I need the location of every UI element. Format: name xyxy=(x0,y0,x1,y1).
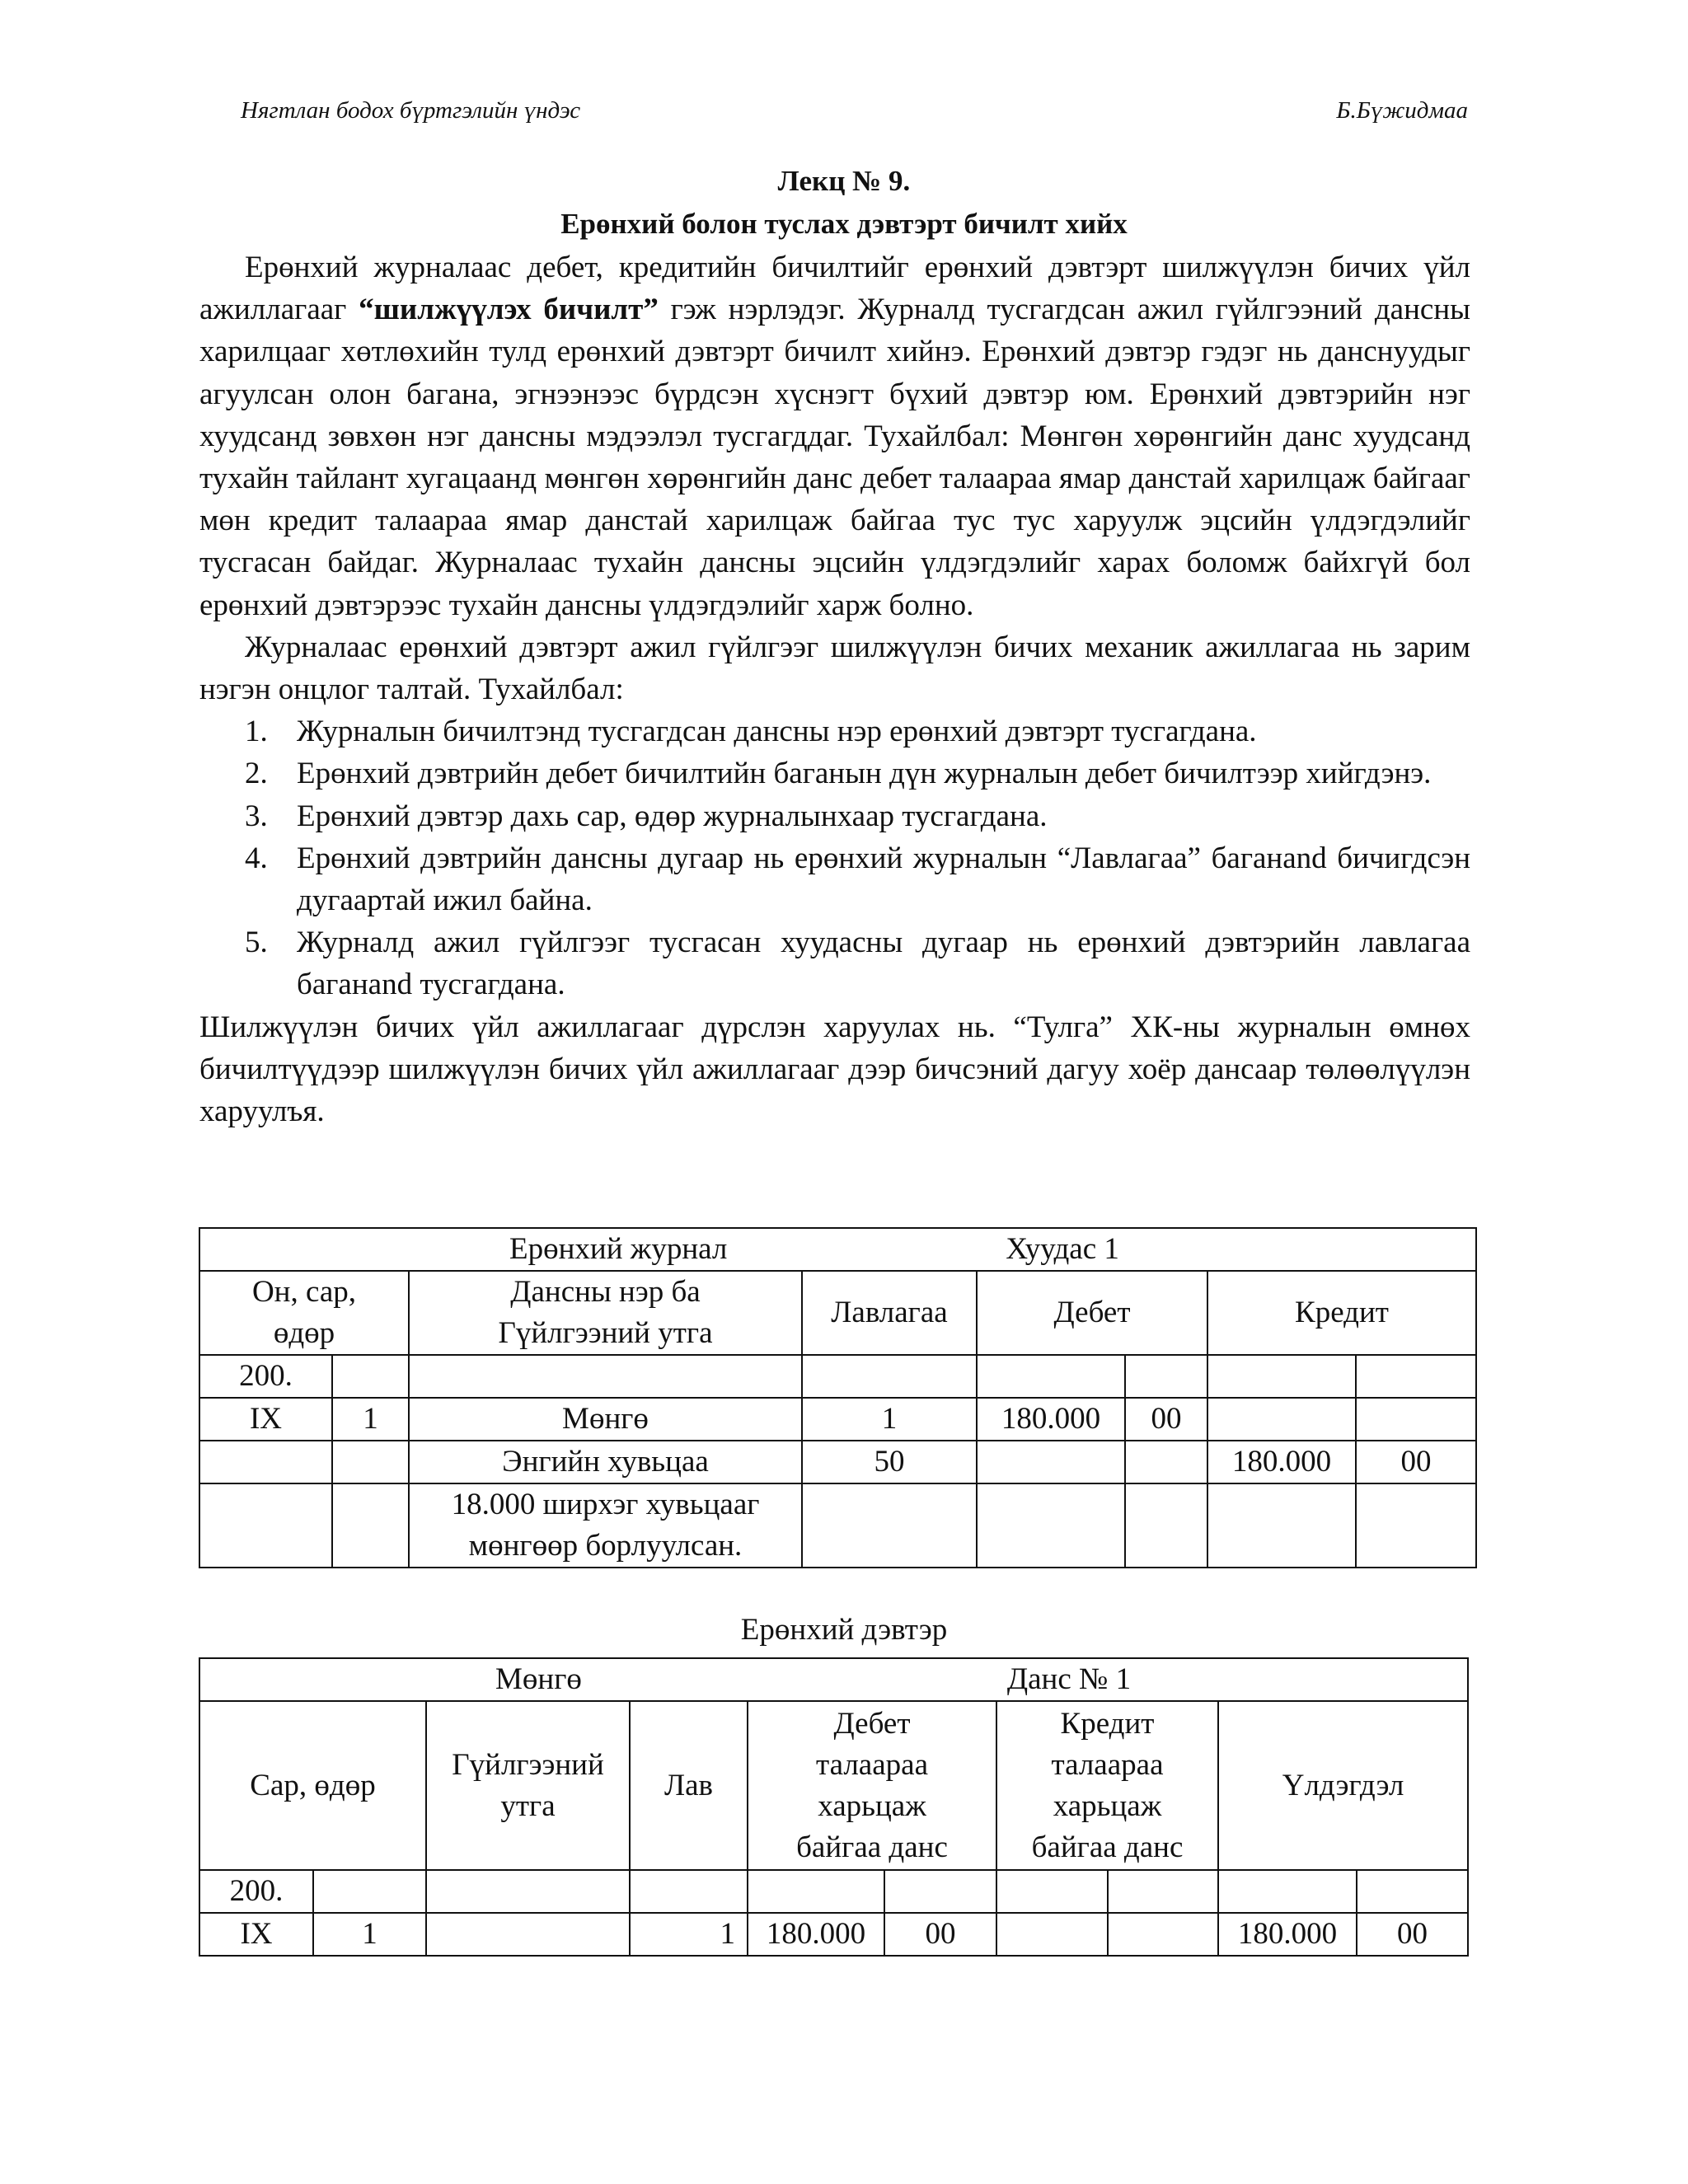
header-description-line1: Гүйлгээний xyxy=(452,1747,604,1782)
journal-title: Ерөнхий журнал xyxy=(509,1232,728,1266)
empty-cell xyxy=(977,1441,1125,1483)
header-date xyxy=(199,1271,409,1355)
ledger-caption: Ерөнхий дэвтэр xyxy=(740,1613,948,1647)
term-posting: “шилжүүлэх бичилт” xyxy=(359,293,659,327)
header-date: Сар, өдөр xyxy=(199,1701,426,1870)
paragraph-intro-part1: Ерөнхий журналаас дебет, кредитийн бичилтийг ерөнхий дэвтэрт шилжүүлэн бичих үйл ажиллагааг xyxy=(199,251,1470,327)
empty-cell xyxy=(1356,1398,1476,1441)
empty-cell xyxy=(1125,1441,1207,1483)
header-credit: Кредит xyxy=(1207,1271,1476,1355)
header-description-line2: утга xyxy=(500,1788,556,1823)
list-item-number: 4. xyxy=(245,841,268,875)
transaction-note-cell xyxy=(409,1483,802,1568)
header-debit: Дебет xyxy=(977,1271,1207,1355)
empty-cell xyxy=(426,1870,630,1913)
header-credit xyxy=(996,1701,1218,1870)
header-description-line2: Гүйлгээний утга xyxy=(498,1316,713,1350)
header-date-line2: өдөр xyxy=(273,1316,335,1350)
journal-page-number: Хуудас 1 xyxy=(1006,1232,1119,1266)
empty-cell xyxy=(409,1355,802,1398)
empty-cell xyxy=(748,1870,884,1913)
empty-cell xyxy=(1108,1913,1218,1956)
table-row xyxy=(199,1398,1476,1441)
ledger-account-number: Данс № 1 xyxy=(1006,1662,1132,1696)
empty-cell xyxy=(332,1355,409,1398)
empty-cell xyxy=(199,1441,332,1483)
empty-cell xyxy=(977,1355,1125,1398)
paragraph-features: Журналаас ерөнхий дэвтэрт ажил гүйлгээг шилжүүлэн бичих механик ажиллагаа нь зарим нэгэн онцлог талтай. Тухайлбал: xyxy=(199,630,1470,707)
empty-cell xyxy=(996,1870,1108,1913)
credit-cents-cell: 00 xyxy=(1356,1441,1476,1483)
balance-amount-cell: 180.000 xyxy=(1218,1913,1357,1956)
list-item-number: 2. xyxy=(245,757,268,791)
empty-cell xyxy=(313,1870,426,1913)
year-cell: 200. xyxy=(199,1355,332,1398)
debit-amount-cell: 180.000 xyxy=(748,1913,884,1956)
empty-cell xyxy=(977,1483,1125,1568)
empty-cell xyxy=(1207,1483,1356,1568)
table-row xyxy=(199,1483,1476,1568)
list-item-number: 3. xyxy=(245,799,268,833)
month-cell: IX xyxy=(199,1913,313,1956)
empty-cell xyxy=(996,1913,1108,1956)
table-row xyxy=(199,1870,1468,1913)
table-row xyxy=(199,1355,1476,1398)
header-debit-line1: Дебет xyxy=(833,1706,911,1741)
day-cell: 1 xyxy=(313,1913,426,1956)
empty-cell xyxy=(1207,1398,1356,1441)
journal-title-row xyxy=(199,1228,1476,1271)
empty-cell xyxy=(1125,1355,1207,1398)
paragraph-intro xyxy=(199,246,1470,626)
header-reference: Лав xyxy=(630,1701,748,1870)
list-item-text: Журналд ажил гүйлгээг тусгасан хуудасны дугаар нь ерөнхий дэвтэрийн лавлагаа баганаnd тусгагдана. xyxy=(297,926,1470,1002)
empty-cell xyxy=(1356,1483,1476,1568)
list-item xyxy=(199,921,1470,1005)
empty-cell xyxy=(332,1441,409,1483)
empty-cell xyxy=(884,1870,996,1913)
account-name-cell: Мөнгө xyxy=(409,1398,802,1441)
header-debit xyxy=(748,1701,996,1870)
year-cell: 200. xyxy=(199,1870,313,1913)
debit-cents-cell: 00 xyxy=(1125,1398,1207,1441)
header-balance: Үлдэгдэл xyxy=(1218,1701,1468,1870)
debit-cents-cell: 00 xyxy=(884,1913,996,1956)
list-item-number: 5. xyxy=(245,926,268,960)
empty-cell xyxy=(630,1870,748,1913)
header-description-line1: Дансны нэр ба xyxy=(510,1275,701,1309)
header-credit-line3: харьцаж xyxy=(1053,1788,1162,1823)
balance-cents-cell: 00 xyxy=(1357,1913,1468,1956)
header-reference: Лавлагаа xyxy=(802,1271,977,1355)
empty-cell xyxy=(1356,1355,1476,1398)
list-item xyxy=(199,837,1470,921)
header-debit-line2: талаараа xyxy=(815,1747,928,1782)
steps-list xyxy=(199,710,1470,1005)
empty-cell xyxy=(1108,1870,1218,1913)
empty-cell xyxy=(1218,1870,1357,1913)
day-cell: 1 xyxy=(332,1398,409,1441)
body-text xyxy=(199,246,1470,1132)
reference-cell: 1 xyxy=(630,1913,748,1956)
list-item xyxy=(199,795,1470,837)
reference-cell: 1 xyxy=(802,1398,977,1441)
credit-amount-cell: 180.000 xyxy=(1207,1441,1356,1483)
empty-cell xyxy=(199,1483,332,1568)
list-item-text: Ерөнхий дэвтэр дахь сар, өдөр журналынхаар тусгагдана. xyxy=(297,799,1048,833)
lecture-title: Ерөнхий болон туслах дэвтэрт бичилт хийх xyxy=(560,208,1128,240)
paragraph-intro-part2: гэж нэрлэдэг. Журналд тусгагдсан ажил гүйлгээний дансны харилцааг хөтлөхийн тулд ерөнхий дэвтэрт бичилт хийнэ. Ерөнхий дэвтэр гэдэг нь данснуудыг агуулсан олон багана, эгнээнээс бүрдсэн хүснэгт бүхий дэвтэр юм. Ерөнхий дэвтэрийн нэг хуудсанд зөвхөн нэг дансны мэдээлэл тусгагддаг. Тухайлбал: Мөнгөн хөрөнгийн данс хуудсанд тухайн тайлант хугацаанд мөнгөн хөрөнгийн данс дебет талаараа ямар данстай харилцаж байгааг мөн кредит талаараа ямар данстай харилцаж байгаа тус тус харуулж эцсийн үлдэгдэлийг тусгасан байдаг. Журналаас тухайн дансны эцсийн үлдэгдэлийг харах боломж байхгүй бол ерөнхий дэвтэрээс тухайн дансны үлдэгдэлийг харж болно. xyxy=(199,293,1470,622)
account-name-cell: Энгийн хувьцаа xyxy=(409,1441,802,1483)
empty-cell xyxy=(332,1483,409,1568)
header-credit-line2: талаараа xyxy=(1051,1747,1164,1782)
empty-cell xyxy=(802,1355,977,1398)
list-item xyxy=(199,710,1470,752)
general-journal-table xyxy=(199,1227,1477,1568)
ledger-title-cell xyxy=(199,1658,1468,1701)
empty-cell xyxy=(802,1483,977,1568)
lecture-number: Лекц № 9. xyxy=(777,165,911,197)
header-debit-line4: байгаа данс xyxy=(796,1830,948,1864)
list-item-number: 1. xyxy=(245,715,268,749)
empty-cell xyxy=(426,1913,630,1956)
journal-header-row xyxy=(199,1271,1476,1355)
ledger-header-row xyxy=(199,1701,1468,1870)
empty-cell xyxy=(1357,1870,1468,1913)
header-credit-line1: Кредит xyxy=(1060,1706,1155,1741)
header-debit-line3: харьцаж xyxy=(818,1788,926,1823)
empty-cell xyxy=(1125,1483,1207,1568)
reference-cell: 50 xyxy=(802,1441,977,1483)
ledger-account-name: Мөнгө xyxy=(495,1662,582,1696)
list-item-text: Ерөнхий дэвтрийн дебет бичилтийн баганын дүн журналын дебет бичилтээр хийгдэнэ. xyxy=(297,757,1432,791)
journal-title-cell xyxy=(199,1228,1476,1271)
transaction-note-line1: 18.000 ширхэг хувьцааг xyxy=(451,1488,760,1521)
table-row xyxy=(199,1913,1468,1956)
running-header-title: Нягтлан бодох бүртгэлийн үндэс xyxy=(241,97,581,124)
header-credit-line4: байгаа данс xyxy=(1031,1830,1184,1864)
table-row xyxy=(199,1441,1476,1483)
header-description xyxy=(426,1701,630,1870)
header-description xyxy=(409,1271,802,1355)
list-item-text: Журналын бичилтэнд тусгагдсан дансны нэр ерөнхий дэвтэрт тусгагдана. xyxy=(297,715,1257,749)
list-item xyxy=(199,752,1470,794)
paragraph-illustration: Шилжүүлэн бичих үйл ажиллагааг дүрслэн харуулах нь. “Тулга” ХК-ны журналын өмнөх бичилтүүдээр шилжүүлэн бичих үйл ажиллагааг дээр бичсэний дагуу хоёр дансаар төлөөлүүлэн харуулъя. xyxy=(199,1010,1470,1129)
transaction-note-line2: мөнгөөр борлуулсан. xyxy=(468,1529,743,1563)
empty-cell xyxy=(1207,1355,1356,1398)
running-header-author: Б.Бүжидмаа xyxy=(1336,97,1468,124)
list-item-text: Ерөнхий дэвтрийн дансны дугаар нь ерөнхий журналын “Лавлагаа” баганand бичигдсэн дугаартай ижил байна. xyxy=(297,841,1470,918)
general-ledger-table xyxy=(199,1657,1469,1957)
ledger-title-row xyxy=(199,1658,1468,1701)
month-cell: IX xyxy=(199,1398,332,1441)
debit-amount-cell: 180.000 xyxy=(977,1398,1125,1441)
header-date-line1: Он, сар, xyxy=(251,1275,357,1309)
